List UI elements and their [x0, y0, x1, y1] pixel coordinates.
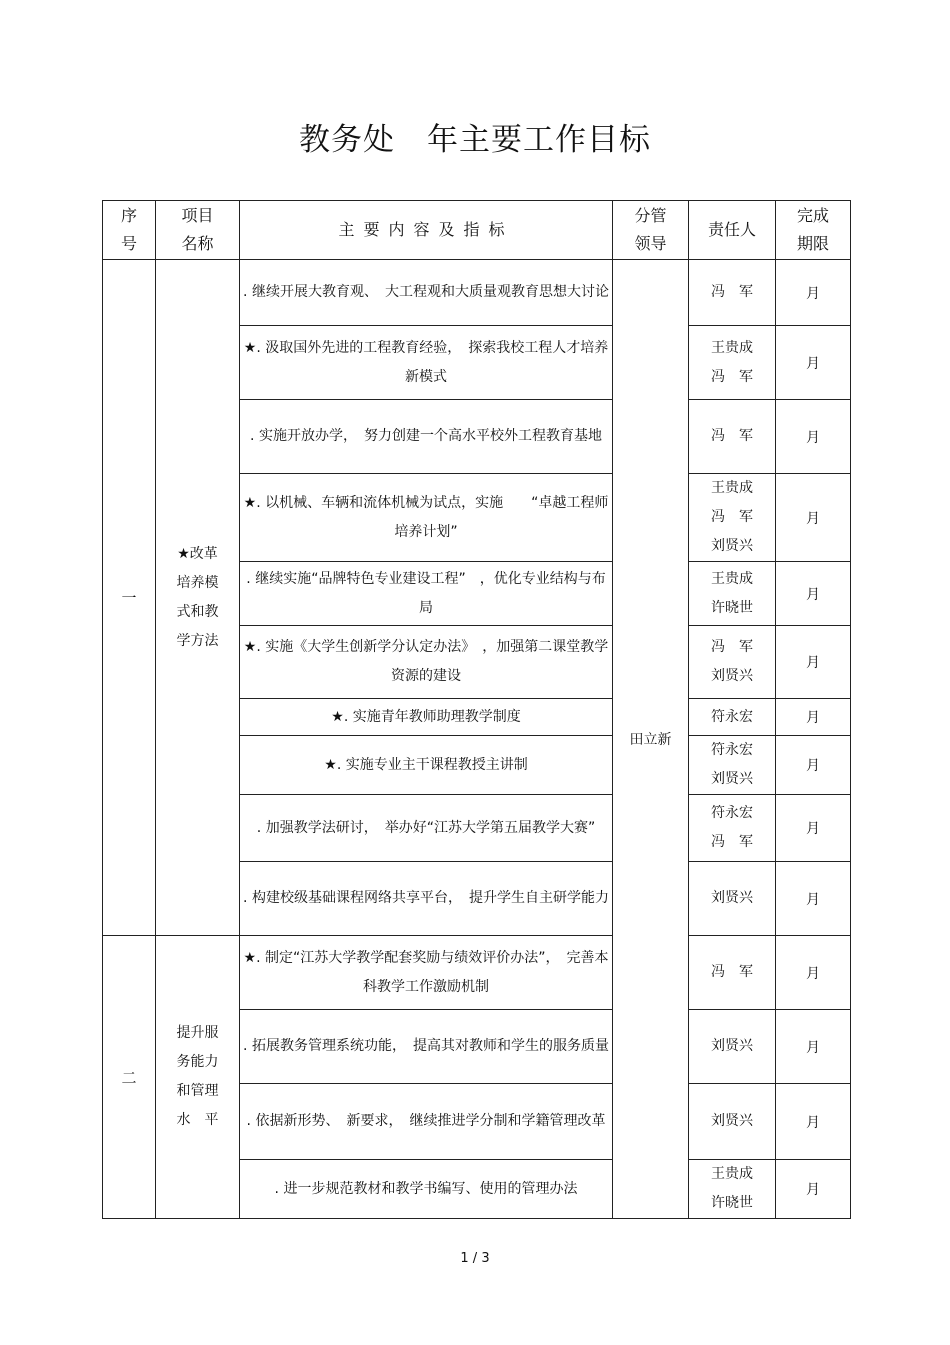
- content-cell: . 构建校级基础课程网络共享平台， 提升学生自主研学能力: [240, 862, 613, 936]
- project-name-line: 和管理: [176, 1083, 219, 1099]
- responsible-person: 刘贤兴: [711, 1113, 753, 1129]
- responsible-cell: [689, 1010, 776, 1084]
- responsible-cell: [689, 795, 776, 862]
- responsible-person: 王贵成: [711, 480, 753, 496]
- responsible-person: 冯 军: [711, 834, 753, 850]
- content-cell: . 依据新形势、 新要求， 继续推进学分制和学籍管理改革: [240, 1084, 613, 1160]
- responsible-cell: [689, 400, 776, 474]
- content-cell: . 继续实施“品牌特色专业建设工程” ，优化专业结构与布局: [240, 562, 613, 626]
- header-project: 项目 名称: [156, 201, 240, 260]
- deadline-cell: 月: [776, 795, 851, 862]
- project-name-line: ★改革: [177, 545, 218, 562]
- project-name: [156, 260, 240, 936]
- page-number: 1 / 3: [460, 1251, 490, 1266]
- responsible-person: 刘贤兴: [711, 890, 753, 906]
- responsible-cell: [689, 699, 776, 736]
- table-row: [103, 260, 851, 326]
- project-name: [156, 936, 240, 1219]
- responsible-cell: [689, 1084, 776, 1160]
- responsible-cell: [689, 474, 776, 562]
- deadline-cell: 月: [776, 699, 851, 736]
- content-cell: . 实施开放办学， 努力创建一个高水平校外工程教育基地: [240, 400, 613, 474]
- content-cell: ★. 汲取国外先进的工程教育经验， 探索我校工程人才培养新模式: [240, 326, 613, 400]
- responsible-cell: [689, 862, 776, 936]
- responsible-person: 符永宏: [711, 742, 753, 758]
- content-cell: . 拓展教务管理系统功能， 提高其对教师和学生的服务质量: [240, 1010, 613, 1084]
- responsible-person: 符永宏: [711, 708, 753, 725]
- responsible-person: 刘贤兴: [711, 1038, 753, 1054]
- responsible-cell: [689, 626, 776, 699]
- responsible-person: 许晓世: [711, 1195, 753, 1211]
- responsible-person: 冯 军: [711, 428, 753, 444]
- row-seq: 二: [103, 936, 156, 1219]
- deadline-cell: 月: [776, 862, 851, 936]
- deadline-cell: 月: [776, 736, 851, 795]
- deadline-cell: 月: [776, 1084, 851, 1160]
- responsible-person: 刘贤兴: [711, 771, 753, 787]
- responsible-cell: [689, 1160, 776, 1219]
- header-seq: 序 号: [103, 201, 156, 260]
- work-goals-table: [102, 200, 851, 1219]
- deadline-cell: 月: [776, 474, 851, 562]
- page-title: 教务处 年主要工作目标: [299, 122, 651, 158]
- responsible-person: 冯 军: [711, 284, 753, 300]
- project-name-line: 提升服: [176, 1025, 219, 1041]
- header-content: 主要内容及指标: [240, 201, 613, 260]
- project-name-line: 学方法: [176, 632, 219, 649]
- responsible-person: 王贵成: [711, 339, 753, 356]
- responsible-cell: [689, 326, 776, 400]
- responsible-cell: [689, 736, 776, 795]
- responsible-person: 冯 军: [711, 509, 753, 525]
- content-cell: . 继续开展大教育观、 大工程观和大质量观教育思想大讨论: [240, 260, 613, 326]
- deadline-cell: 月: [776, 936, 851, 1010]
- responsible-person: 符永宏: [711, 805, 753, 821]
- deadline-cell: 月: [776, 1010, 851, 1084]
- content-cell: ★. 制定“江苏大学教学配套奖励与绩效评价办法”， 完善本科教学工作激励机制: [240, 936, 613, 1010]
- deadline-cell: 月: [776, 562, 851, 626]
- responsible-cell: [689, 936, 776, 1010]
- responsible-cell: [689, 260, 776, 326]
- header-row: [103, 201, 851, 260]
- project-name-line: 水 平: [176, 1112, 219, 1128]
- leader-cell: 田立新: [613, 260, 689, 1219]
- responsible-person: 许晓世: [711, 599, 753, 616]
- content-cell: ★. 实施《大学生创新学分认定办法》 ，加强第二课堂教学资源的建设: [240, 626, 613, 699]
- deadline-cell: 月: [776, 1160, 851, 1219]
- responsible-cell: [689, 562, 776, 626]
- content-cell: ★. 实施专业主干课程教授主讲制: [240, 736, 613, 795]
- deadline-cell: 月: [776, 626, 851, 699]
- row-seq: 一: [103, 260, 156, 936]
- content-cell: . 进一步规范教材和教学书编写、使用的管理办法: [240, 1160, 613, 1219]
- responsible-person: 刘贤兴: [711, 668, 753, 684]
- responsible-person: 王贵成: [711, 570, 753, 587]
- responsible-person: 冯 军: [711, 368, 753, 385]
- project-name-line: 式和教: [176, 603, 219, 620]
- responsible-person: 冯 军: [711, 639, 753, 655]
- header-leader: 分管 领导: [613, 201, 689, 260]
- content-cell: ★. 以机械、车辆和流体机械为试点，实施 “卓越工程师培养计划”: [240, 474, 613, 562]
- content-cell: . 加强教学法研讨， 举办好“江苏大学第五届教学大赛”: [240, 795, 613, 862]
- responsible-person: 刘贤兴: [711, 538, 753, 554]
- header-responsible: 责任人: [689, 201, 776, 260]
- responsible-person: 冯 军: [711, 964, 753, 980]
- deadline-cell: 月: [776, 260, 851, 326]
- project-name-line: 务能力: [176, 1054, 219, 1070]
- project-name-line: 培养模: [176, 574, 219, 591]
- responsible-person: 王贵成: [711, 1166, 753, 1182]
- deadline-cell: 月: [776, 326, 851, 400]
- header-deadline: 完成 期限: [776, 201, 851, 260]
- deadline-cell: 月: [776, 400, 851, 474]
- content-cell: ★. 实施青年教师助理教学制度: [240, 699, 613, 736]
- table-row: [103, 936, 851, 1010]
